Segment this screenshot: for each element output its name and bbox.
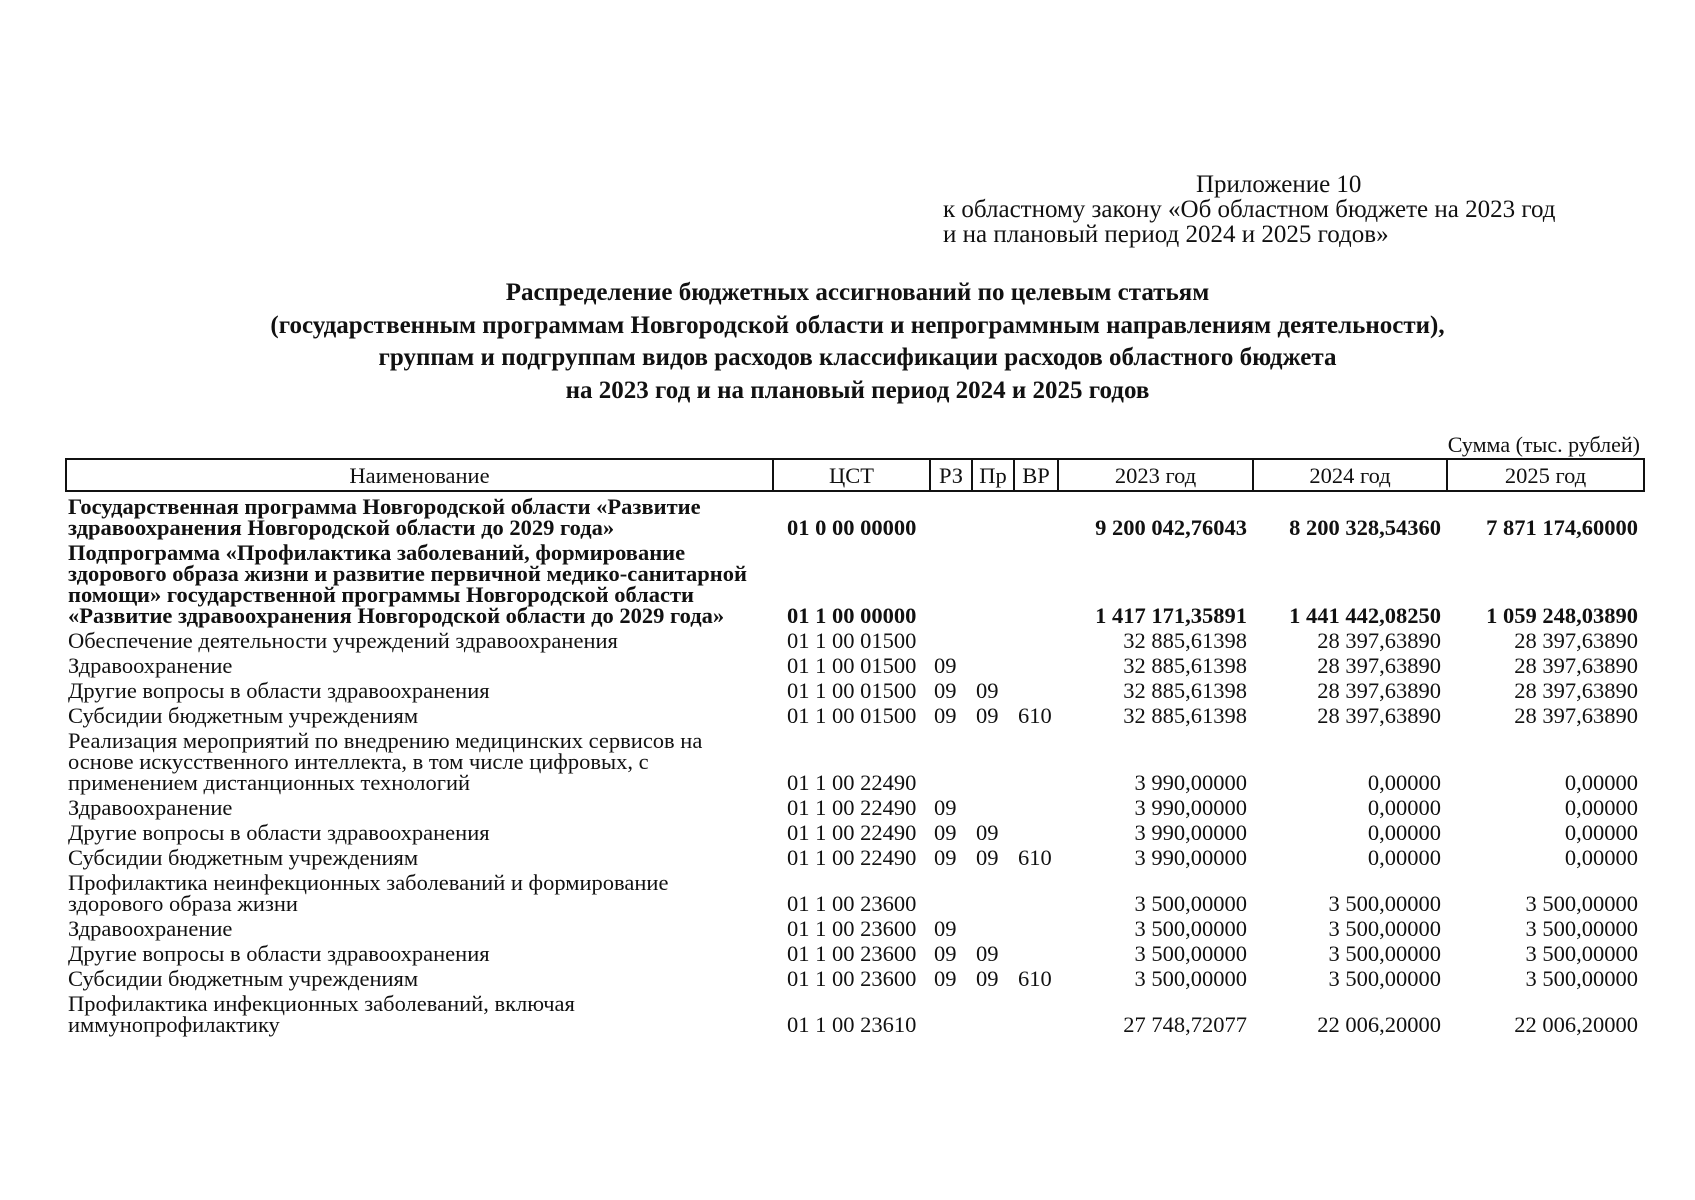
row-cst: 01 1 00 22490 <box>787 845 917 870</box>
header-cst: ЦСТ <box>773 459 930 491</box>
title-line-1: Распределение бюджетных ассигнований по целевым статьям <box>505 279 1210 306</box>
row-name: Субсидии бюджетным учреждениям <box>68 845 419 870</box>
row-2024: 3 500,00000 <box>1328 916 1441 941</box>
row-pr: 09 <box>976 820 999 845</box>
row-name: Профилактика инфекционных заболеваний, включая иммунопрофилактику <box>68 991 575 1037</box>
row-vr <box>1014 538 1058 626</box>
row-2025: 28 397,63890 <box>1514 703 1638 728</box>
row-rz: 09 <box>934 795 957 820</box>
row-cst: 01 1 00 00000 <box>787 603 917 628</box>
row-name: Подпрограмма «Профилактика заболеваний, формирование здорового образа жизни и развитие первичной медико-санитарной помощи» государственной программы Новгородской области «Развитие здравоохранения Новгородской области до 2029 года» <box>68 540 747 628</box>
row-name: Здравоохранение <box>68 795 233 820</box>
row-rz: 09 <box>934 678 957 703</box>
header-2023: 2023 год <box>1058 459 1253 491</box>
table-row <box>66 964 1644 989</box>
row-vr: 610 <box>1018 966 1052 991</box>
row-pr <box>972 726 1014 793</box>
table-row <box>66 914 1644 939</box>
row-2023: 32 885,61398 <box>1123 703 1247 728</box>
document-title <box>70 277 1645 407</box>
header-name: Наименование <box>66 459 773 491</box>
row-2023: 3 500,00000 <box>1134 891 1247 916</box>
row-cst: 01 1 00 01500 <box>787 628 917 653</box>
row-name: Субсидии бюджетным учреждениям <box>68 966 419 991</box>
table-row <box>66 676 1644 701</box>
row-name: Здравоохранение <box>68 916 233 941</box>
row-pr <box>972 491 1014 538</box>
row-rz <box>930 626 972 651</box>
table-row <box>66 626 1644 651</box>
row-pr <box>972 651 1014 676</box>
row-vr <box>1014 914 1058 939</box>
appendix-line-2: и на плановый период 2024 и 2025 годов» <box>943 221 1389 248</box>
table-row <box>66 701 1644 726</box>
budget-table <box>65 458 1645 1035</box>
row-cst: 01 0 00 00000 <box>787 515 917 540</box>
row-2024: 28 397,63890 <box>1317 703 1441 728</box>
row-rz: 09 <box>934 916 957 941</box>
row-pr <box>972 989 1014 1035</box>
row-rz <box>930 491 972 538</box>
row-2024: 28 397,63890 <box>1317 653 1441 678</box>
table-row <box>66 818 1644 843</box>
table-row <box>66 491 1644 538</box>
row-2025: 3 500,00000 <box>1525 941 1638 966</box>
row-2025: 3 500,00000 <box>1525 916 1638 941</box>
row-cst: 01 1 00 01500 <box>787 678 917 703</box>
row-2025: 0,00000 <box>1564 845 1638 870</box>
row-rz: 09 <box>934 653 957 678</box>
row-2024: 0,00000 <box>1367 845 1441 870</box>
row-pr <box>972 626 1014 651</box>
row-cst: 01 1 00 23600 <box>787 941 917 966</box>
row-name: Другие вопросы в области здравоохранения <box>68 941 490 966</box>
row-pr <box>972 538 1014 626</box>
row-rz: 09 <box>934 966 957 991</box>
row-pr: 09 <box>976 941 999 966</box>
row-cst: 01 1 00 23610 <box>787 1012 917 1037</box>
row-2024: 28 397,63890 <box>1317 678 1441 703</box>
title-line-2: (государственным программам Новгородской области и непрограммным направлениям деятельности), <box>270 311 1445 339</box>
row-cst: 01 1 00 22490 <box>787 795 917 820</box>
row-2025: 3 500,00000 <box>1525 966 1638 991</box>
row-2025: 3 500,00000 <box>1525 891 1638 916</box>
row-2025: 22 006,20000 <box>1514 1012 1638 1037</box>
row-2023: 32 885,61398 <box>1123 678 1247 703</box>
row-2023: 9 200 042,76043 <box>1095 515 1247 540</box>
row-2024: 0,00000 <box>1367 795 1441 820</box>
row-name: Другие вопросы в области здравоохранения <box>68 678 490 703</box>
row-vr <box>1014 726 1058 793</box>
row-2023: 3 990,00000 <box>1134 845 1247 870</box>
row-name: Субсидии бюджетным учреждениям <box>68 703 419 728</box>
row-vr <box>1014 939 1058 964</box>
unit-label: Сумма (тыс. рублей) <box>1447 432 1640 457</box>
table-row <box>66 939 1644 964</box>
row-rz: 09 <box>934 941 957 966</box>
row-name: Другие вопросы в области здравоохранения <box>68 820 490 845</box>
row-cst: 01 1 00 22490 <box>787 770 917 795</box>
row-cst: 01 1 00 23600 <box>787 916 917 941</box>
row-name: Реализация мероприятий по внедрению медицинских сервисов на основе искусственного интеллекта, в том числе цифровых, с применением дистанционных технологий <box>68 728 703 795</box>
table-row <box>66 793 1644 818</box>
row-cst: 01 1 00 01500 <box>787 653 917 678</box>
header-2024: 2024 год <box>1253 459 1447 491</box>
row-name: Профилактика неинфекционных заболеваний и формирование здорового образа жизни <box>68 870 669 916</box>
row-rz <box>930 868 972 914</box>
table-row <box>66 868 1644 914</box>
row-vr: 610 <box>1018 845 1052 870</box>
row-vr <box>1014 676 1058 701</box>
header-vr: ВР <box>1014 459 1058 491</box>
row-2023: 3 500,00000 <box>1134 916 1247 941</box>
row-2025: 28 397,63890 <box>1514 628 1638 653</box>
row-2025: 28 397,63890 <box>1514 653 1638 678</box>
row-pr <box>972 793 1014 818</box>
row-2023: 3 500,00000 <box>1134 966 1247 991</box>
appendix-block <box>943 172 1673 247</box>
row-2024: 28 397,63890 <box>1317 628 1441 653</box>
row-name: Здравоохранение <box>68 653 233 678</box>
row-cst: 01 1 00 22490 <box>787 820 917 845</box>
header-2025: 2025 год <box>1447 459 1644 491</box>
row-2025: 0,00000 <box>1564 820 1638 845</box>
row-vr <box>1014 651 1058 676</box>
row-cst: 01 1 00 23600 <box>787 966 917 991</box>
row-2023: 32 885,61398 <box>1123 628 1247 653</box>
row-2024: 0,00000 <box>1367 770 1441 795</box>
row-2025: 1 059 248,03890 <box>1486 603 1638 628</box>
table-row <box>66 843 1644 868</box>
row-rz <box>930 538 972 626</box>
row-rz: 09 <box>934 703 957 728</box>
row-pr <box>972 868 1014 914</box>
row-pr: 09 <box>976 966 999 991</box>
row-vr <box>1014 818 1058 843</box>
row-2023: 27 748,72077 <box>1123 1012 1247 1037</box>
row-vr <box>1014 989 1058 1035</box>
row-2023: 32 885,61398 <box>1123 653 1247 678</box>
row-pr: 09 <box>976 845 999 870</box>
appendix-line-1: к областному закону «Об областном бюджете на 2023 год <box>943 196 1556 223</box>
row-2023: 3 990,00000 <box>1134 820 1247 845</box>
row-2025: 0,00000 <box>1564 795 1638 820</box>
row-2025: 7 871 174,60000 <box>1486 515 1638 540</box>
row-vr <box>1014 793 1058 818</box>
row-vr: 610 <box>1018 703 1052 728</box>
header-rz: РЗ <box>930 459 972 491</box>
row-pr: 09 <box>976 703 999 728</box>
row-rz <box>930 989 972 1035</box>
table-row <box>66 726 1644 793</box>
title-line-3: группам и подгруппам видов расходов классификации расходов областного бюджета <box>378 344 1337 371</box>
table-row <box>66 538 1644 626</box>
row-vr <box>1014 491 1058 538</box>
row-rz: 09 <box>934 820 957 845</box>
row-2024: 3 500,00000 <box>1328 891 1441 916</box>
row-2024: 8 200 328,54360 <box>1289 515 1441 540</box>
row-2023: 3 990,00000 <box>1134 795 1247 820</box>
header-pr: Пр <box>972 459 1014 491</box>
table-row <box>66 651 1644 676</box>
row-cst: 01 1 00 23600 <box>787 891 917 916</box>
appendix-number: Приложение 10 <box>1196 171 1362 198</box>
row-name: Государственная программа Новгородской области «Развитие здравоохранения Новгородской области до 2029 года» <box>68 494 701 540</box>
row-2023: 3 500,00000 <box>1134 941 1247 966</box>
row-pr: 09 <box>976 678 999 703</box>
title-line-4: на 2023 год и на плановый период 2024 и 2025 годов <box>565 376 1150 404</box>
row-2024: 0,00000 <box>1367 820 1441 845</box>
row-cst: 01 1 00 01500 <box>787 703 917 728</box>
table-row <box>66 989 1644 1035</box>
row-2024: 3 500,00000 <box>1328 941 1441 966</box>
row-2024: 3 500,00000 <box>1328 966 1441 991</box>
row-rz <box>930 726 972 793</box>
row-2023: 3 990,00000 <box>1134 770 1247 795</box>
row-2025: 0,00000 <box>1564 770 1638 795</box>
row-2024: 1 441 442,08250 <box>1289 603 1441 628</box>
row-pr <box>972 914 1014 939</box>
row-vr <box>1014 868 1058 914</box>
row-2023: 1 417 171,35891 <box>1095 603 1247 628</box>
row-2024: 22 006,20000 <box>1317 1012 1441 1037</box>
row-vr <box>1014 626 1058 651</box>
table-header-row <box>66 459 1644 491</box>
row-rz: 09 <box>934 845 957 870</box>
row-2025: 28 397,63890 <box>1514 678 1638 703</box>
row-name: Обеспечение деятельности учреждений здравоохранения <box>68 628 618 653</box>
